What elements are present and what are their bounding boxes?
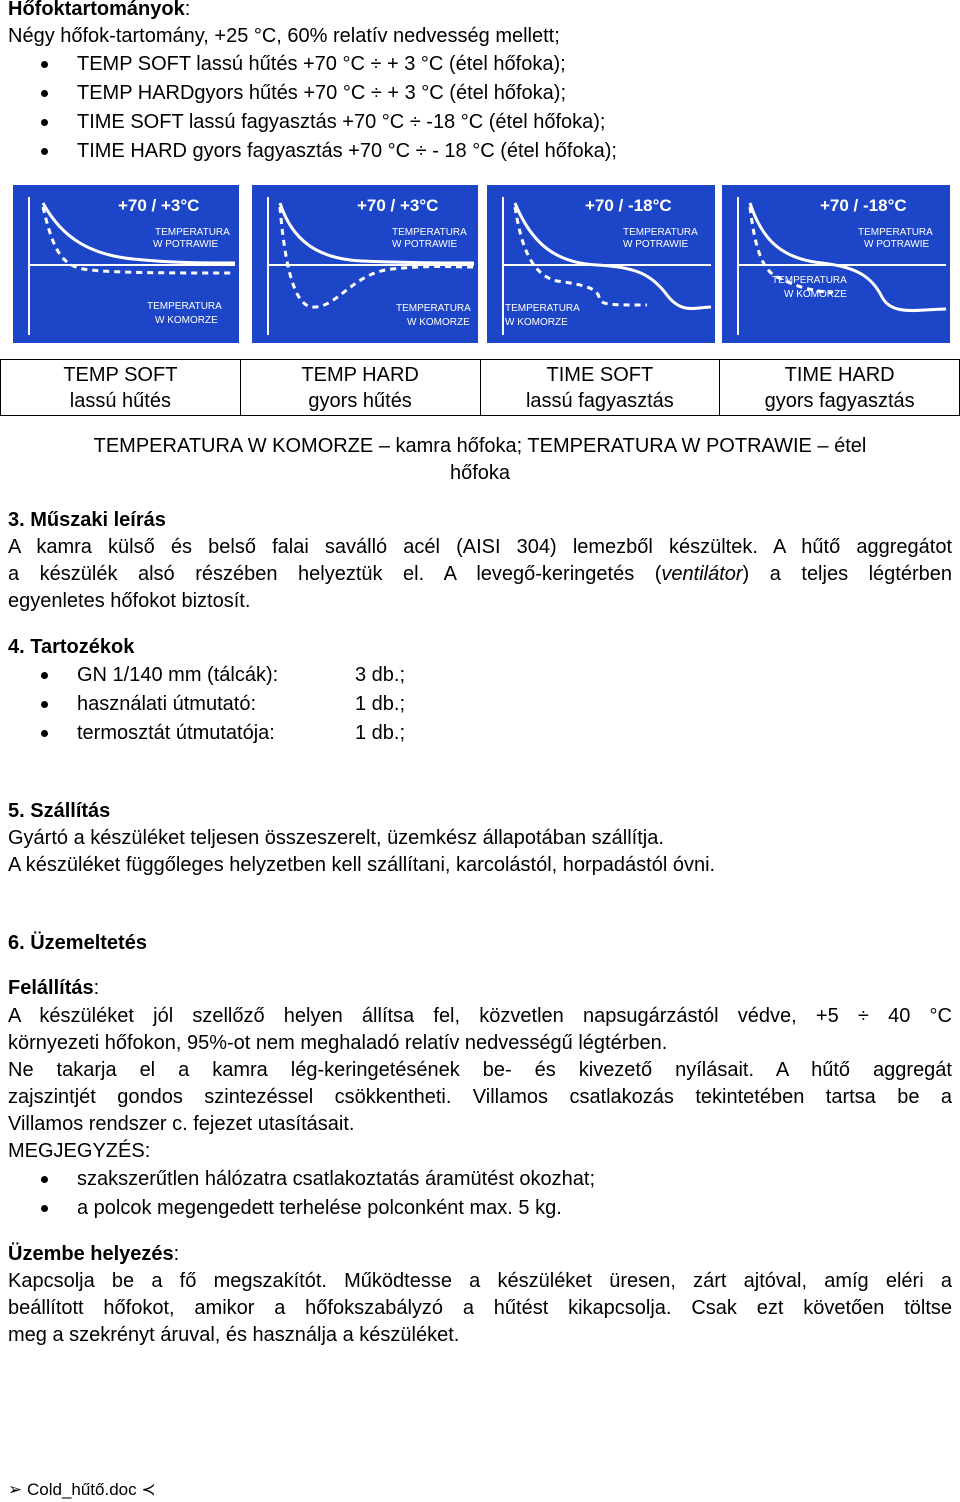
list-item	[0, 1194, 595, 1223]
footer-filename: Cold_hűtő.doc	[26, 1480, 137, 1499]
graph-label: W KOMORZE	[155, 315, 218, 326]
graph-time-hard	[722, 185, 950, 343]
arrow-right-icon: ➢	[8, 1480, 23, 1499]
bullet-icon	[41, 1205, 48, 1212]
graph-label: W POTRAWIE	[864, 239, 930, 250]
section-heading: 3. Műszaki leírás	[8, 509, 166, 531]
graph-label: W POTRAWIE	[153, 239, 219, 250]
title-colon: :	[184, 0, 191, 20]
bullet-icon	[41, 730, 48, 737]
graph-label: W POTRAWIE	[623, 239, 689, 250]
graph-range: +70 / +3°C	[357, 196, 439, 215]
graph-time-soft	[487, 185, 715, 343]
graph-label: W POTRAWIE	[392, 239, 458, 250]
section-heading: 5. Szállítás	[8, 800, 111, 822]
paragraph-line	[8, 561, 952, 588]
page-footer	[8, 1478, 156, 1502]
bullet-icon	[41, 61, 48, 68]
table-cell	[480, 360, 720, 416]
subheading-colon: :	[93, 977, 100, 999]
graph-label: TEMPERATURA	[858, 227, 933, 238]
paragraph-line: A kamra külső és belső falai saválló acél (AISI 304) lemezből készültek. A hűtő aggregátot	[8, 536, 952, 558]
chamber-temperature-curve	[515, 207, 647, 305]
paragraph-line: egyenletes hőfokot biztosít.	[8, 590, 251, 612]
mode-desc: lassú fagyasztás	[525, 389, 674, 412]
graph-temp-soft-svg	[13, 185, 239, 343]
paragraph-line: A készüléket jól szellőző helyen állítsa fel, közvetlen napsugárzástól védve, +5 ÷ 40 °C	[8, 1005, 952, 1027]
chamber-temperature-curve	[280, 207, 474, 307]
bullet-icon	[41, 148, 48, 155]
accessory-qty: 1 db.;	[355, 722, 406, 744]
bullet-icon	[41, 119, 48, 126]
paragraph-line: környezeti hőfokon, 95%-ot nem meghaladó relatív nedvességű légtérben.	[8, 1032, 668, 1054]
graph-label: TEMPERATURA	[772, 275, 847, 286]
paragraph-line: Ne takarja el a kamra lég-keringetésének be- és kivezető nyílásait. A hűtő aggregát	[8, 1059, 952, 1081]
accessory-qty: 3 db.;	[355, 664, 406, 686]
graph-label: TEMPERATURA	[396, 303, 471, 314]
graph-range: +70 / -18°C	[820, 196, 907, 215]
bullet-icon	[41, 90, 48, 97]
bullet-icon	[41, 701, 48, 708]
text-run: ) a teljes légtérben	[742, 563, 952, 585]
intro-text: Négy hőfok-tartomány, +25 °C, 60% relatív nedvesség mellett;	[8, 25, 560, 47]
subheading-text: Üzembe helyezés	[8, 1243, 174, 1265]
section-heading: 6. Üzemeltetés	[8, 932, 147, 954]
graph-label: TEMPERATURA	[147, 301, 222, 312]
list-item	[0, 50, 617, 79]
list-item-text: TIME SOFT lassú fagyasztás +70 °C ÷ -18 °C (étel hőfoka);	[77, 111, 606, 133]
figure-legend	[0, 433, 960, 487]
food-temperature-curve	[750, 203, 946, 311]
subsection-heading	[8, 975, 952, 1002]
paragraph-line: Villamos rendszer c. fejezet utasításait.	[8, 1113, 355, 1135]
accessory-label: használati útmutató:	[77, 693, 256, 715]
list-item	[0, 690, 406, 719]
paragraph-line: MEGJEGYZÉS:	[8, 1140, 151, 1162]
graph-label: TEMPERATURA	[505, 303, 580, 314]
graph-temp-soft	[13, 185, 239, 343]
accessory-qty: 1 db.;	[355, 693, 406, 715]
paragraph-line: Gyártó a készüléket teljesen összeszerelt, üzemkész állapotában szállítja.	[8, 827, 664, 849]
title-text: Hőfoktartományok	[8, 0, 185, 20]
paragraph-line: A készüléket függőleges helyzetben kell szállítani, karcolástól, horpadástól óvni.	[8, 854, 716, 876]
graph-time-hard-svg	[722, 185, 950, 343]
list-item	[0, 719, 406, 748]
bullet-icon	[41, 1176, 48, 1183]
ranges-list	[0, 50, 617, 166]
food-temperature-curve	[515, 203, 711, 309]
text-run-italic: ventilátor	[661, 563, 743, 585]
accessory-label: termosztát útmutatója:	[77, 722, 275, 744]
graph-label: W KOMORZE	[505, 317, 568, 328]
list-item	[0, 79, 617, 108]
cooling-curves-figure	[13, 185, 950, 343]
list-item	[0, 661, 406, 690]
text-run: a készülék alsó részében helyeztük el. A levegő-keringetés (	[8, 563, 662, 585]
mode-name: TIME SOFT	[546, 363, 654, 386]
graph-temp-hard-svg	[252, 185, 478, 343]
graph-label: W KOMORZE	[784, 289, 847, 300]
list-item-text: TEMP HARDgyors hűtés +70 °C ÷ + 3 °C (étel hőfoka);	[77, 82, 567, 104]
mode-name: TEMP SOFT	[63, 363, 178, 386]
list-item	[0, 108, 617, 137]
paragraph-line: meg a szekrényt áruval, és használja a készüléket.	[8, 1324, 460, 1346]
notes-list	[0, 1165, 595, 1223]
bullet-icon	[41, 672, 48, 679]
subsection-heading	[8, 1241, 952, 1268]
graph-label: W KOMORZE	[407, 317, 470, 328]
list-item	[0, 1165, 595, 1194]
paragraph-line: Kapcsolja be a fő megszakítót. Működtesse a készüléket üresen, zárt ajtóval, amíg eléri a	[8, 1270, 952, 1292]
graph-temp-hard	[252, 185, 478, 343]
subheading-text: Felállítás	[8, 977, 94, 999]
list-item	[0, 137, 617, 166]
table-row	[1, 360, 960, 416]
graph-time-soft-svg	[487, 185, 715, 343]
mode-name: TEMP HARD	[301, 363, 419, 386]
accessories-list	[0, 661, 406, 748]
subheading-colon: :	[173, 1243, 180, 1265]
graph-label: TEMPERATURA	[623, 227, 698, 238]
mode-desc: gyors hűtés	[308, 389, 412, 412]
table-cell	[240, 360, 480, 416]
paragraph-line: beállított hőfokot, amikor a hőfokszabályzó a hűtést kikapcsolja. Csak ezt követően töltse	[8, 1297, 952, 1319]
graph-label: TEMPERATURA	[155, 227, 230, 238]
list-item-text: a polcok megengedett terhelése polconként max. 5 kg.	[77, 1197, 562, 1219]
section-heading: 4. Tartozékok	[8, 636, 135, 658]
paragraph-line: zajszintjét gondos szintezéssel csökkentheti. Villamos csatlakozás tekintetében tartsa be a	[8, 1086, 952, 1108]
graph-range: +70 / +3°C	[118, 196, 200, 215]
list-item-text: TIME HARD gyors fagyasztás +70 °C ÷ - 18 °C (étel hőfoka);	[77, 140, 617, 162]
list-item-text: TEMP SOFT lassú hűtés +70 °C ÷ + 3 °C (étel hőfoka);	[77, 53, 566, 75]
accessory-label: GN 1/140 mm (tálcák):	[77, 664, 279, 686]
mode-desc: gyors fagyasztás	[764, 389, 915, 412]
legend-line: TEMPERATURA W KOMORZE – kamra hőfoka; TEMPERATURA W POTRAWIE – étel	[93, 435, 867, 457]
mode-desc: lassú hűtés	[69, 389, 171, 412]
mode-name: TIME HARD	[784, 363, 895, 386]
list-item-text: szakszerűtlen hálózatra csatlakoztatás áramütést okozhat;	[77, 1168, 596, 1190]
legend-line: hőfoka	[449, 462, 511, 484]
arrow-left-icon: ≺	[141, 1480, 156, 1499]
graph-range: +70 / -18°C	[585, 196, 672, 215]
graph-label: TEMPERATURA	[392, 227, 467, 238]
modes-table	[0, 359, 960, 416]
table-cell	[720, 360, 960, 416]
section-title	[8, 0, 952, 23]
table-cell	[1, 360, 241, 416]
